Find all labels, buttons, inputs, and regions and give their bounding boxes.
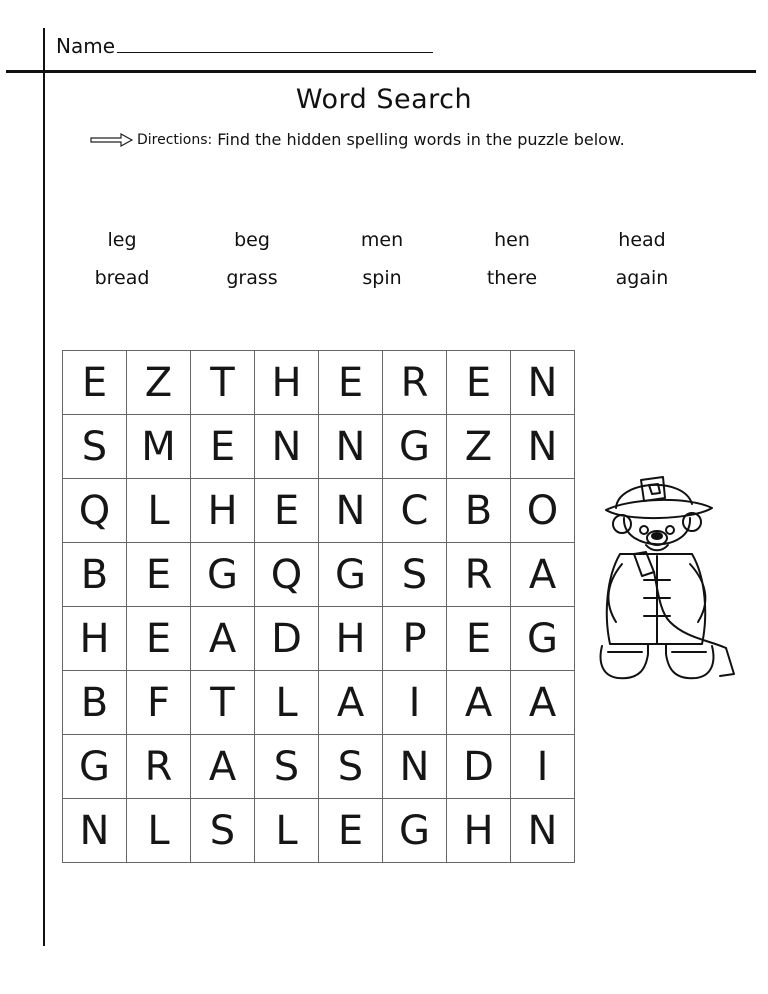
directions-label: Directions:	[137, 131, 213, 148]
grid-cell[interactable]: S	[319, 735, 383, 799]
word-bank-item: men	[360, 229, 404, 251]
grid-cell[interactable]: G	[63, 735, 127, 799]
grid-cell[interactable]: Z	[127, 351, 191, 415]
header-rule	[6, 70, 756, 73]
word-bank-item: again	[615, 267, 669, 289]
grid-cell[interactable]: A	[191, 607, 255, 671]
grid-cell[interactable]: O	[511, 479, 575, 543]
grid-cell[interactable]: E	[447, 351, 511, 415]
word-bank-item: head	[618, 229, 666, 251]
grid-cell[interactable]: H	[447, 799, 511, 863]
grid-cell[interactable]: L	[255, 671, 319, 735]
directions-text: Find the hidden spelling words in the puzzle below.	[217, 130, 625, 149]
grid-cell[interactable]: B	[63, 671, 127, 735]
grid-cell[interactable]: H	[63, 607, 127, 671]
grid-cell[interactable]: S	[191, 799, 255, 863]
grid-cell[interactable]: N	[383, 735, 447, 799]
word-bank-item: grass	[226, 267, 278, 289]
grid-cell[interactable]: B	[63, 543, 127, 607]
grid-cell[interactable]: H	[255, 351, 319, 415]
grid-cell[interactable]: E	[127, 607, 191, 671]
grid-cell[interactable]: A	[447, 671, 511, 735]
grid-cell[interactable]: R	[127, 735, 191, 799]
grid-cell[interactable]: R	[383, 351, 447, 415]
word-bank-item: beg	[234, 229, 270, 251]
grid-cell[interactable]: E	[63, 351, 127, 415]
grid-cell[interactable]: L	[255, 799, 319, 863]
grid-cell[interactable]: T	[191, 351, 255, 415]
word-bank	[57, 226, 707, 302]
grid-cell[interactable]: E	[319, 799, 383, 863]
grid-cell[interactable]: G	[319, 543, 383, 607]
grid-cell[interactable]: N	[63, 799, 127, 863]
grid-cell[interactable]: Z	[447, 415, 511, 479]
grid-cell[interactable]: N	[255, 415, 319, 479]
word-bank-item: hen	[494, 229, 530, 251]
grid-cell[interactable]: Q	[63, 479, 127, 543]
grid-cell[interactable]: Q	[255, 543, 319, 607]
grid-cell[interactable]: G	[383, 415, 447, 479]
word-bank-item: spin	[362, 267, 402, 289]
grid-cell[interactable]: H	[319, 607, 383, 671]
grid-cell[interactable]: E	[191, 415, 255, 479]
name-row	[56, 34, 433, 58]
grid-cell[interactable]: D	[255, 607, 319, 671]
grid-cell[interactable]: E	[447, 607, 511, 671]
page-title: Word Search	[295, 84, 473, 115]
name-label: Name	[56, 34, 116, 58]
name-blank-line[interactable]	[117, 36, 433, 53]
grid-cell[interactable]: G	[511, 607, 575, 671]
grid-cell[interactable]: C	[383, 479, 447, 543]
firefighter-bear-illustration	[588, 468, 738, 688]
grid-cell[interactable]: F	[127, 671, 191, 735]
grid-cell[interactable]: E	[319, 351, 383, 415]
grid-cell[interactable]: L	[127, 479, 191, 543]
word-search-grid	[62, 350, 575, 863]
left-margin-line	[43, 28, 45, 946]
grid-cell[interactable]: N	[319, 479, 383, 543]
grid-cell[interactable]: E	[127, 543, 191, 607]
grid-cell[interactable]: P	[383, 607, 447, 671]
grid-cell[interactable]: A	[511, 671, 575, 735]
grid-cell[interactable]: M	[127, 415, 191, 479]
grid-cell[interactable]: L	[127, 799, 191, 863]
grid-cell[interactable]: N	[511, 351, 575, 415]
grid-cell[interactable]: T	[191, 671, 255, 735]
grid-cell[interactable]: N	[511, 799, 575, 863]
grid-cell[interactable]: N	[511, 415, 575, 479]
directions-row	[90, 130, 625, 149]
grid-cell[interactable]: H	[191, 479, 255, 543]
grid-cell[interactable]: S	[383, 543, 447, 607]
grid-cell[interactable]: A	[191, 735, 255, 799]
grid-cell[interactable]: N	[319, 415, 383, 479]
grid-cell[interactable]: G	[191, 543, 255, 607]
grid-cell[interactable]: I	[511, 735, 575, 799]
grid-cell[interactable]: S	[63, 415, 127, 479]
grid-cell[interactable]: A	[319, 671, 383, 735]
grid-cell[interactable]: D	[447, 735, 511, 799]
grid-cell[interactable]: E	[255, 479, 319, 543]
grid-cell[interactable]: A	[511, 543, 575, 607]
grid-cell[interactable]: B	[447, 479, 511, 543]
word-bank-item: leg	[107, 229, 137, 251]
grid-cell[interactable]: I	[383, 671, 447, 735]
word-bank-item: bread	[94, 267, 150, 289]
grid-cell[interactable]: G	[383, 799, 447, 863]
word-bank-item: there	[486, 267, 538, 289]
grid-cell[interactable]: R	[447, 543, 511, 607]
grid-cell[interactable]: S	[255, 735, 319, 799]
arrow-right-outline-icon	[90, 133, 134, 147]
